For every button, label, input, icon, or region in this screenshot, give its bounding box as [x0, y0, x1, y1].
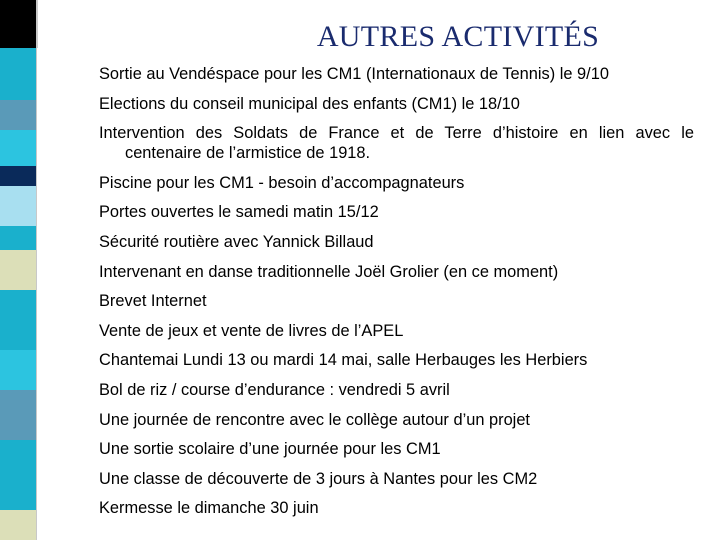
stripe-block — [0, 48, 37, 100]
stripe-block — [0, 186, 37, 226]
list-item: Vente de jeux et vente de livres de l’APEL — [99, 321, 404, 340]
list-item: Intervenant en danse traditionnelle Joël Grolier (en ce moment) — [99, 262, 559, 281]
stripe-block — [0, 250, 37, 290]
stripe-block — [0, 390, 37, 440]
list-item: Chantemai Lundi 13 ou mardi 14 mai, salle Herbauges les Herbiers — [99, 351, 588, 370]
stripe-block — [37, 0, 75, 48]
list-item: Elections du conseil municipal des enfants (CM1) le 18/10 — [99, 94, 520, 113]
stripe-block — [0, 0, 37, 48]
activity-list — [99, 64, 694, 528]
stripe-block — [0, 350, 37, 390]
list-item: Sécurité routière avec Yannick Billaud — [99, 232, 374, 251]
decorative-stripe-column — [0, 0, 74, 540]
page-title: AUTRES ACTIVITÉS — [316, 20, 600, 53]
list-item: Intervention des Soldats de France et de Terre d’histoire en lien avec le centenaire de l’armistice de 1918. — [99, 124, 694, 163]
list-item: Sortie au Vendéspace pour les CM1 (Internationaux de Tennis) le 9/10 — [99, 65, 609, 83]
stripe-block — [0, 290, 37, 350]
list-item: Kermesse le dimanche 30 juin — [99, 499, 319, 518]
list-item: Une classe de découverte de 3 jours à Nantes pour les CM2 — [99, 469, 538, 488]
stripe-divider — [36, 0, 37, 540]
list-item: Brevet Internet — [99, 292, 207, 311]
stripe-block — [0, 100, 37, 130]
list-item: Bol de riz / course d’endurance : vendredi 5 avril — [99, 380, 450, 399]
list-item: Une sortie scolaire d’une journée pour les CM1 — [99, 440, 441, 459]
stripe-block — [37, 100, 74, 130]
stripe-block — [0, 130, 37, 166]
stripe-block — [0, 440, 37, 510]
list-item: Piscine pour les CM1 ‑ besoin d’accompagnateurs — [99, 173, 465, 192]
stripe-block — [0, 226, 37, 250]
stripe-block — [0, 166, 37, 186]
stripe-block — [0, 510, 37, 540]
stripe-block — [37, 130, 74, 540]
list-item: Portes ouvertes le samedi matin 15/12 — [99, 203, 379, 222]
stripe-block — [37, 48, 74, 100]
list-item: Une journée de rencontre avec le collège autour d’un projet — [99, 410, 530, 429]
